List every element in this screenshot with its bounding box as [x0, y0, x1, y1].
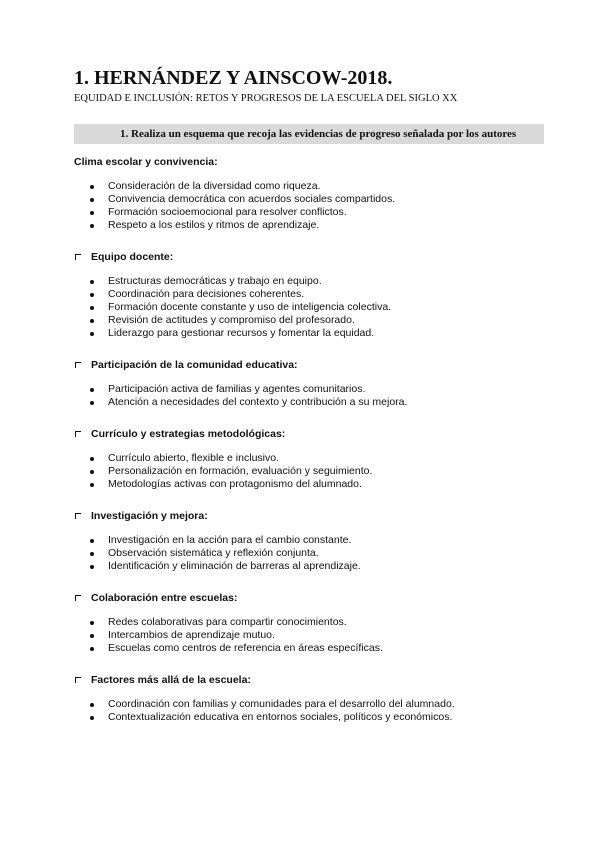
list-item-text: Atención a necesidades del contexto y contribución a su mejora.	[108, 396, 408, 408]
sections-container	[74, 155, 544, 724]
list-item	[90, 396, 544, 409]
bullet-icon	[90, 306, 94, 310]
list-item	[90, 327, 544, 340]
bullet-list	[74, 180, 544, 232]
question-banner: 1. Realiza un esquema que recoja las evidencias de progreso señalada por los autores	[74, 124, 544, 144]
list-item-text: Liderazgo para gestionar recursos y fomentar la equidad.	[108, 327, 375, 339]
list-item-text: Respeto a los estilos y ritmos de aprendizaje.	[108, 219, 320, 231]
bullet-list	[74, 383, 544, 409]
section-heading-text: Factores más allá de la escuela:	[91, 674, 251, 686]
list-item	[90, 547, 544, 560]
list-item-text: Investigación en la acción para el cambio constante.	[108, 534, 352, 546]
bullet-list	[74, 698, 544, 724]
section-heading	[74, 358, 544, 372]
list-item-text: Participación activa de familias y agentes comunitarios.	[108, 383, 366, 395]
section-heading	[74, 427, 544, 441]
checkbox-icon	[75, 513, 81, 519]
section	[74, 358, 544, 409]
section-heading-text: Equipo docente:	[91, 251, 174, 263]
list-item	[90, 534, 544, 547]
bullet-icon	[90, 224, 94, 228]
section-heading-text: Currículo y estrategias metodológicas:	[91, 428, 286, 440]
section-heading-text: Clima escolar y convivencia:	[74, 156, 218, 168]
bullet-icon	[90, 634, 94, 638]
document-subtitle: EQUIDAD E INCLUSIÓN: RETOS Y PROGRESOS DE LA ESCUELA DEL SIGLO XX	[74, 93, 458, 104]
list-item	[90, 711, 544, 724]
checkbox-icon	[75, 431, 81, 437]
list-item-text: Convivencia democrática con acuerdos sociales compartidos.	[108, 193, 396, 205]
section-heading	[74, 591, 544, 605]
bullet-list	[74, 452, 544, 491]
section	[74, 509, 544, 573]
bullet-icon	[90, 185, 94, 189]
list-item-text: Consideración de la diversidad como riqueza.	[108, 180, 321, 192]
list-item	[90, 193, 544, 206]
section-heading	[74, 509, 544, 523]
list-item-text: Coordinación para decisiones coherentes.	[108, 288, 305, 300]
section-heading-text: Colaboración entre escuelas:	[91, 592, 238, 604]
document-title: 1. HERNÁNDEZ Y AINSCOW-2018.	[74, 67, 393, 89]
list-item	[90, 629, 544, 642]
list-item	[90, 616, 544, 629]
list-item-text: Metodologías activas con protagonismo del alumnado.	[108, 478, 362, 490]
section-heading-text: Participación de la comunidad educativa:	[91, 359, 298, 371]
section	[74, 673, 544, 724]
checkbox-icon	[75, 595, 81, 601]
list-item-text: Formación docente constante y uso de inteligencia colectiva.	[108, 301, 392, 313]
list-item-text: Currículo abierto, flexible e inclusivo.	[108, 452, 279, 464]
list-item-text: Intercambios de aprendizaje mutuo.	[108, 629, 275, 641]
list-item-text: Estructuras democráticas y trabajo en equipo.	[108, 275, 322, 287]
bullet-icon	[90, 647, 94, 651]
list-item	[90, 465, 544, 478]
list-item	[90, 301, 544, 314]
bullet-list	[74, 534, 544, 573]
checkbox-icon	[75, 254, 81, 260]
list-item	[90, 698, 544, 711]
list-item	[90, 288, 544, 301]
bullet-icon	[90, 280, 94, 284]
section	[74, 591, 544, 655]
bullet-icon	[90, 565, 94, 569]
list-item	[90, 219, 544, 232]
section	[74, 427, 544, 491]
bullet-icon	[90, 470, 94, 474]
bullet-icon	[90, 703, 94, 707]
list-item-text: Escuelas como centros de referencia en áreas específicas.	[108, 642, 383, 654]
list-item	[90, 180, 544, 193]
section-heading	[74, 673, 544, 687]
list-item-text: Revisión de actitudes y compromiso del profesorado.	[108, 314, 355, 326]
list-item	[90, 206, 544, 219]
list-item	[90, 275, 544, 288]
checkbox-icon	[75, 677, 81, 683]
bullet-icon	[90, 319, 94, 323]
list-item-text: Observación sistemática y reflexión conjunta.	[108, 547, 319, 559]
bullet-icon	[90, 552, 94, 556]
bullet-icon	[90, 211, 94, 215]
list-item	[90, 452, 544, 465]
section-heading-text: Investigación y mejora:	[91, 510, 208, 522]
bullet-list	[74, 616, 544, 655]
list-item	[90, 478, 544, 491]
bullet-icon	[90, 198, 94, 202]
document-page	[74, 66, 544, 724]
bullet-icon	[90, 483, 94, 487]
bullet-icon	[90, 621, 94, 625]
list-item-text: Contextualización educativa en entornos sociales, políticos y económicos.	[108, 711, 453, 723]
bullet-icon	[90, 401, 94, 405]
bullet-icon	[90, 716, 94, 720]
bullet-icon	[90, 539, 94, 543]
bullet-list	[74, 275, 544, 340]
list-item-text: Formación socioemocional para resolver conflictos.	[108, 206, 347, 218]
section-heading	[74, 155, 544, 169]
bullet-icon	[90, 332, 94, 336]
bullet-icon	[90, 457, 94, 461]
list-item	[90, 560, 544, 573]
bullet-icon	[90, 388, 94, 392]
list-item-text: Coordinación con familias y comunidades para el desarrollo del alumnado.	[108, 698, 455, 710]
bullet-icon	[90, 293, 94, 297]
list-item-text: Identificación y eliminación de barreras al aprendizaje.	[108, 560, 361, 572]
section	[74, 250, 544, 340]
section-heading	[74, 250, 544, 264]
list-item	[90, 314, 544, 327]
section	[74, 155, 544, 232]
checkbox-icon	[75, 362, 81, 368]
list-item-text: Personalización en formación, evaluación y seguimiento.	[108, 465, 373, 477]
list-item	[90, 642, 544, 655]
list-item	[90, 383, 544, 396]
list-item-text: Redes colaborativas para compartir conocimientos.	[108, 616, 347, 628]
